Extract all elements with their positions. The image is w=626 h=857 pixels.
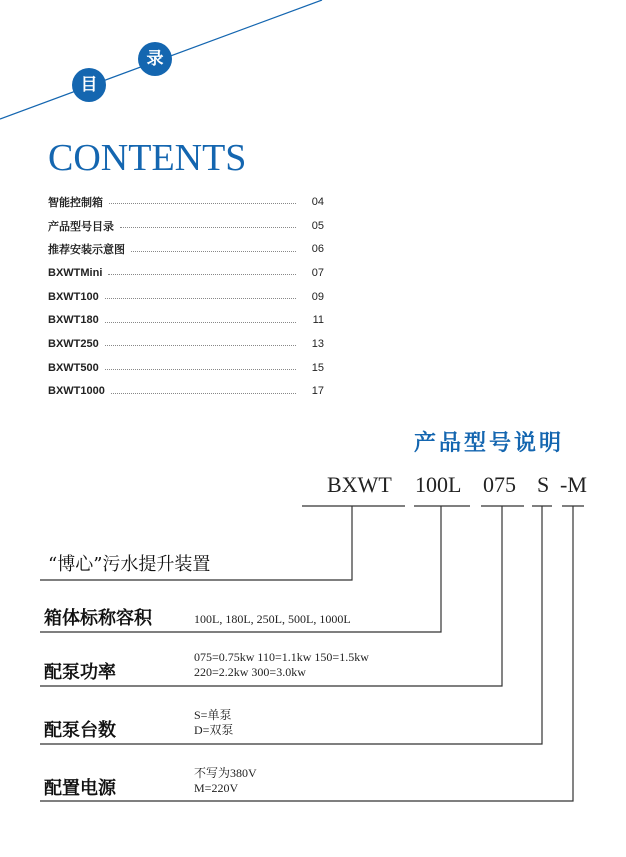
toc-page: 06 [311, 243, 324, 256]
toc-label: BXWT100 [48, 291, 105, 303]
toc-label: BXWT250 [48, 338, 105, 350]
toc-label: BXWT180 [48, 314, 105, 326]
row-value-pumps-1: S=单泵 [194, 708, 232, 722]
toc-page: 04 [311, 195, 324, 208]
row-value-source-1: 不写为380V [194, 766, 257, 780]
row-value-volume: 100L, 180L, 250L, 500L, 1000L [194, 612, 351, 626]
toc-label: BXWTMini [48, 267, 108, 279]
model-code-volume: 100L [415, 472, 462, 497]
toc-page: 15 [311, 361, 324, 374]
model-code-power: 075 [483, 472, 516, 497]
row-label-volume: 箱体标称容积 [44, 608, 152, 629]
toc-page: 13 [311, 337, 324, 350]
row-value-power-2: 220=2.2kw 300=3.0kw [194, 665, 306, 679]
toc-page: 17 [311, 385, 324, 398]
brand-label: “博心”污水提升装置 [48, 554, 211, 575]
row-label-pumps: 配泵台数 [44, 720, 116, 741]
model-code-source: -M [560, 472, 587, 497]
badge-mu: 目 [72, 68, 106, 102]
toc-page: 11 [312, 314, 324, 327]
row-label-source: 配置电源 [44, 778, 116, 799]
row-value-power-1: 075=0.75kw 110=1.1kw 150=1.5kw [194, 650, 369, 664]
toc-label: BXWT500 [48, 362, 105, 374]
row-value-source-2: M=220V [194, 781, 239, 795]
toc-page: 07 [311, 266, 324, 279]
badge-lu: 录 [138, 42, 172, 76]
page-title: CONTENTS [48, 137, 247, 179]
toc-page: 05 [311, 219, 324, 232]
row-label-power: 配泵功率 [44, 662, 116, 683]
row-value-pumps-2: D=双泵 [194, 723, 234, 737]
toc-label: 产品型号目录 [48, 218, 120, 234]
model-code-pumps: S [537, 472, 550, 497]
toc-label: 智能控制箱 [48, 194, 109, 210]
model-section-title: 产品型号说明 [414, 430, 565, 456]
toc-page: 09 [311, 290, 324, 303]
toc-label: BXWT1000 [48, 385, 111, 397]
model-code-prefix: BXWT [327, 472, 392, 497]
toc-label: 推荐安装示意图 [48, 241, 131, 257]
